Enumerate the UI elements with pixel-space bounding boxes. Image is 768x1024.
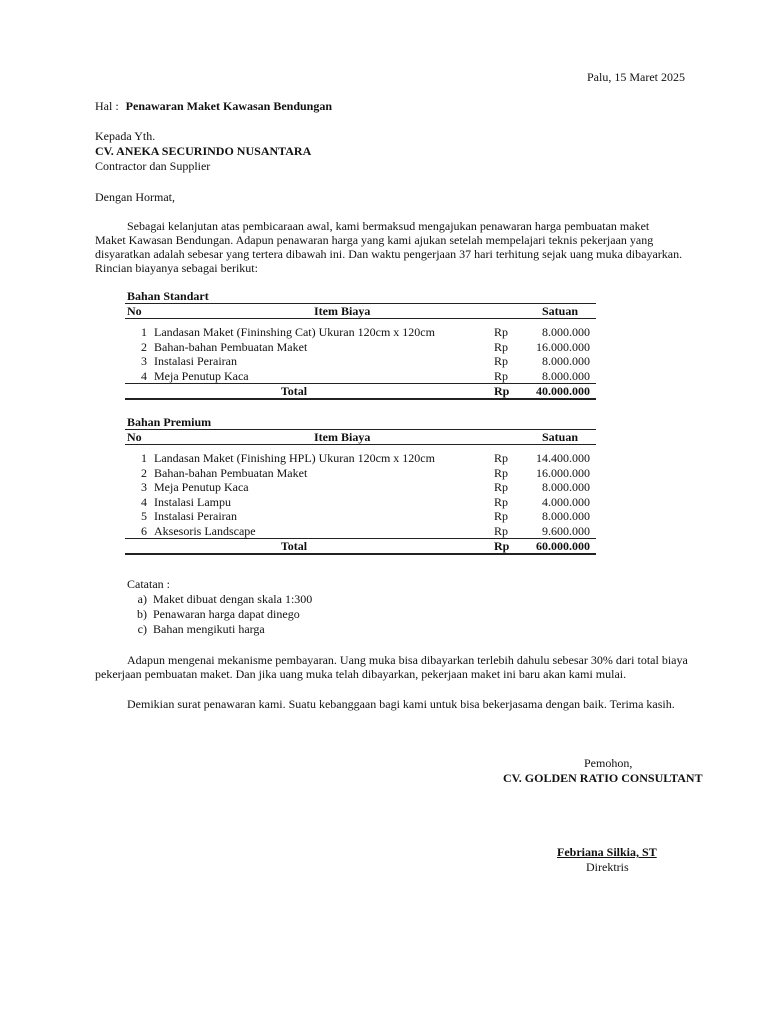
header-unit: Satuan [524, 430, 596, 445]
row-currency: Rp [494, 494, 509, 509]
note-item [127, 607, 312, 622]
row-value: 14.400.000 [536, 451, 590, 466]
note-mark: b) [137, 607, 147, 621]
intro-line: Maket Kawasan Bendungan. Adapun penawaran harga yang kami ajukan setelah mempelajari teknis pekerjaan yang [95, 233, 654, 247]
row-value: 8.000.000 [542, 480, 590, 495]
row-no: 1 [141, 451, 147, 466]
applicant-label: Pemohon, [584, 756, 633, 770]
row-currency: Rp [494, 451, 509, 466]
table-row [125, 451, 596, 466]
place-date: Palu, 15 Maret 2025 [587, 70, 685, 84]
row-no: 4 [141, 494, 147, 509]
header-item: Item Biaya [154, 430, 494, 445]
row-item: Meja Penutup Kaca [154, 480, 249, 495]
table-row [125, 466, 596, 481]
row-no: 3 [141, 480, 147, 495]
subject-label: Hal : [95, 99, 119, 113]
subject-line [95, 99, 332, 113]
table-row [125, 480, 596, 495]
row-currency: Rp [494, 368, 509, 383]
row-item: Instalasi Lampu [154, 494, 231, 509]
row-no: 5 [141, 509, 147, 524]
recipient-description: Contractor dan Supplier [95, 159, 211, 173]
signatory-name: Febriana Silkia, ST [557, 845, 657, 859]
table-row [125, 509, 596, 524]
total-currency: Rp [494, 539, 524, 555]
row-no: 3 [141, 354, 147, 369]
row-currency: Rp [494, 480, 509, 495]
intro-line: Sebagai kelanjutan atas pembicaraan awal, kami bermaksud mengajukan penawaran harga pembuatan maket [127, 219, 650, 233]
payment-line: Adapun mengenai mekanisme pembayaran. Uang muka bisa dibayarkan terlebih dahulu sebesar 30% dari total biaya [127, 653, 688, 667]
intro-line: Rincian biayanya sebagai berikut: [95, 261, 258, 275]
premium-section-title: Bahan Premium [127, 415, 212, 429]
total-value: 60.000.000 [524, 539, 596, 555]
row-currency: Rp [494, 339, 509, 354]
total-row [125, 384, 596, 400]
row-no: 2 [141, 339, 147, 354]
row-value: 16.000.000 [536, 339, 590, 354]
header-item: Item Biaya [154, 304, 494, 319]
closing-line: Demikian surat penawaran kami. Suatu kebanggaan bagi kami untuk bisa bekerjasama dengan baik. Terima kasih. [127, 697, 675, 711]
row-item: Instalasi Perairan [154, 509, 237, 524]
intro-paragraph [95, 219, 715, 275]
row-currency: Rp [494, 523, 509, 538]
standard-cost-table [125, 303, 596, 400]
row-item: Landasan Maket (Finishing HPL) Ukuran 120cm x 120cm [154, 451, 435, 466]
header-no: No [125, 430, 154, 445]
row-item: Meja Penutup Kaca [154, 368, 249, 383]
row-item: Bahan-bahan Pembuatan Maket [154, 465, 308, 480]
table-header-row [125, 430, 596, 445]
total-label: Total [154, 539, 494, 555]
note-mark: c) [137, 622, 147, 636]
row-currency: Rp [494, 465, 509, 480]
table-header-row [125, 304, 596, 319]
subject-text: Penawaran Maket Kawasan Bendungan [125, 99, 333, 113]
notes-title: Catatan : [127, 577, 170, 591]
table-row [125, 354, 596, 369]
row-currency: Rp [494, 325, 509, 340]
row-value: 8.000.000 [542, 325, 590, 340]
total-label: Total [154, 384, 494, 400]
standard-section-title: Bahan Standart [127, 289, 209, 303]
table-row [125, 524, 596, 539]
row-item: Instalasi Perairan [154, 354, 237, 369]
table-row [125, 325, 596, 340]
row-value: 16.000.000 [536, 465, 590, 480]
row-value: 4.000.000 [542, 494, 590, 509]
row-currency: Rp [494, 354, 509, 369]
row-no: 1 [141, 325, 147, 340]
row-currency: Rp [494, 509, 509, 524]
total-value: 40.000.000 [524, 384, 596, 400]
table-row [125, 369, 596, 384]
total-row [125, 539, 596, 555]
greeting: Dengan Hormat, [95, 190, 175, 204]
note-mark: a) [137, 592, 147, 606]
row-no: 6 [141, 523, 147, 538]
row-item: Landasan Maket (Fininshing Cat) Ukuran 120cm x 120cm [154, 325, 435, 340]
header-no: No [125, 304, 154, 319]
payment-paragraph [95, 653, 715, 681]
row-value: 8.000.000 [542, 368, 590, 383]
row-value: 9.600.000 [542, 523, 590, 538]
row-item: Aksesoris Landscape [154, 523, 256, 538]
sender-company: CV. GOLDEN RATIO CONSULTANT [503, 771, 703, 785]
row-value: 8.000.000 [542, 354, 590, 369]
note-item [127, 622, 312, 637]
notes-section [127, 577, 312, 637]
signatory-title: Direktris [586, 860, 629, 874]
total-currency: Rp [494, 384, 524, 400]
table-row [125, 495, 596, 510]
to-label: Kepada Yth. [95, 129, 156, 143]
payment-line: pekerjaan pembuatan maket. Dan jika uang muka telah dibayarkan, pekerjaan maket ini baru akan kami mulai. [95, 667, 627, 681]
table-row [125, 340, 596, 355]
note-text: Maket dibuat dengan skala 1:300 [153, 592, 313, 606]
header-unit: Satuan [524, 304, 596, 319]
note-text: Bahan mengikuti harga [153, 622, 265, 636]
recipient-name: CV. ANEKA SECURINDO NUSANTARA [95, 144, 312, 158]
note-item [127, 592, 312, 607]
intro-line: disyaratkan adalah sebesar yang tertera dibawah ini. Dan waktu pengerjaan 37 hari terhitung sejak uang muka dibayarkan. [95, 247, 683, 261]
premium-cost-table [125, 429, 596, 555]
closing-paragraph [95, 697, 715, 711]
row-item: Bahan-bahan Pembuatan Maket [154, 339, 308, 354]
row-no: 4 [141, 368, 147, 383]
row-value: 8.000.000 [542, 509, 590, 524]
row-no: 2 [141, 465, 147, 480]
note-text: Penawaran harga dapat dinego [153, 607, 300, 621]
